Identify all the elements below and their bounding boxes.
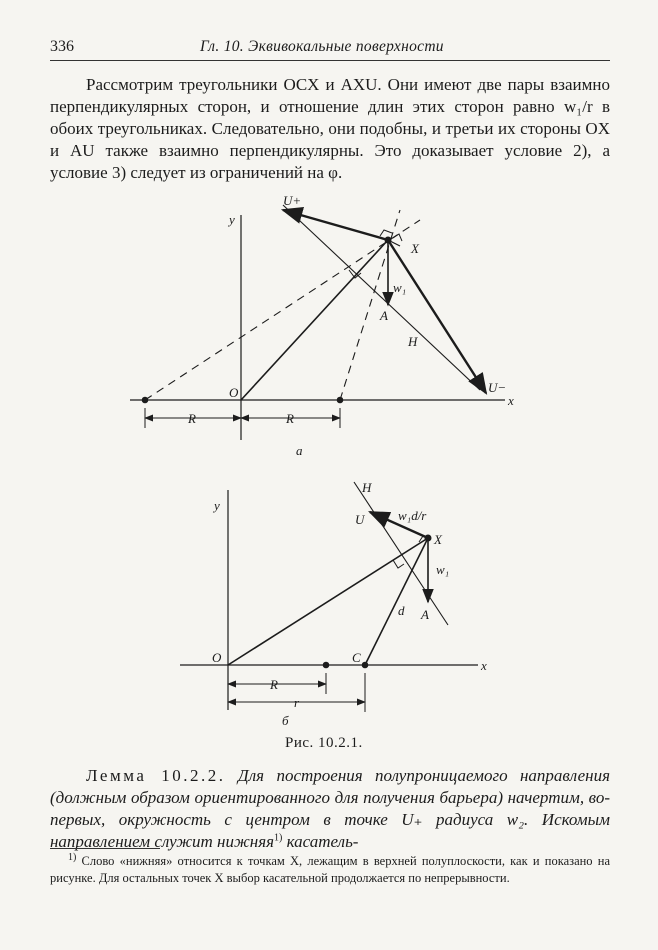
point-right-a — [337, 397, 343, 403]
label-d-b: d — [398, 603, 405, 618]
label-r-cap-b: R — [270, 677, 278, 692]
segment-c-x-b — [365, 538, 428, 665]
figure-b-labels — [212, 480, 487, 728]
segment-o-x-a — [241, 240, 388, 400]
footnote-text: Слово «нижняя» относится к точкам X, лежащим в верхней полуплоскости, как и показано на рисунке. Для остальных точек X выбор касательной продолжается по непрерывности. — [50, 854, 610, 885]
lemma-body: Для построения полупроницаемого направления (должным образом ориентированного для получения барьера) начертим, во-первых, окружность с центром в точке U₊ радиуса w₂. Искомым направлением служит нижняя — [50, 766, 611, 851]
running-head: Гл. 10. Эквивокальные поверхности — [200, 38, 444, 55]
label-sub-a: а — [296, 443, 303, 458]
label-r-left-a: R — [188, 411, 196, 426]
point-r-b — [323, 662, 329, 668]
footnote-number: 1) — [68, 851, 77, 863]
label-y-b: y — [214, 498, 220, 513]
point-c-b — [362, 662, 368, 668]
label-w1-b: w₁ — [436, 562, 450, 577]
figure-b — [180, 482, 478, 712]
vector-u-minus-a — [388, 240, 486, 393]
footnote-divider — [50, 848, 160, 849]
label-y-a: y — [229, 212, 235, 227]
figure-a — [130, 205, 505, 440]
segment-o-x-b — [228, 538, 428, 665]
lemma-label: Лемма 10.2.2. — [86, 766, 226, 785]
footnote — [50, 853, 610, 887]
point-x-a — [385, 237, 391, 243]
label-x-point-a: X — [411, 241, 419, 256]
footnote-mark: 1) — [274, 832, 283, 844]
label-w1-a: w₁ — [393, 280, 407, 295]
label-x-axis-b: x — [481, 658, 487, 673]
right-angle-mark-2-a — [393, 234, 402, 241]
lemma-paragraph — [50, 765, 610, 853]
label-c-b: C — [352, 650, 361, 665]
figure-caption: Рис. 10.2.1. — [285, 735, 363, 751]
paragraph-1: Рассмотрим треугольники OCX и AXU. Они имеют две пары взаимно перпендикулярных сторон, и отношение длин этих сторон равно w₁/r в обоих треугольниках. Следовательно, они подобны, и третьи их стороны OX и AU также взаимно перпендикулярны. Это доказывает условие 2), а условие 3) следует из ограничений на φ. — [50, 75, 610, 182]
label-x-point-b: X — [434, 532, 442, 547]
label-sub-b: б — [282, 713, 289, 728]
label-r-small-b: r — [294, 695, 300, 710]
label-x-axis-a: x — [508, 393, 514, 408]
label-u-plus-a: U+ — [283, 193, 302, 208]
label-w1d-r-b: w₁d/r — [398, 508, 427, 523]
right-angle-mark-2-b — [393, 560, 404, 568]
page-number: 336 — [50, 38, 74, 55]
label-r-right-a: R — [286, 411, 294, 426]
label-u-minus-a: U− — [488, 380, 507, 395]
label-h-b: H — [362, 480, 372, 495]
line-h-a — [283, 205, 480, 390]
right-angle-mark-1-a — [380, 230, 392, 236]
point-x-b — [425, 535, 431, 541]
label-a-b: A — [421, 607, 429, 622]
label-a-a: A — [380, 308, 388, 323]
point-left-a — [142, 397, 148, 403]
label-h-a: H — [408, 334, 418, 349]
dashed-line-left-a — [145, 220, 420, 400]
lemma-tail: касатель- — [282, 832, 359, 851]
label-o-b: O — [212, 650, 222, 665]
label-u-b: U — [355, 512, 365, 527]
label-o-a: O — [229, 385, 239, 400]
vector-u-plus-a — [283, 210, 388, 240]
